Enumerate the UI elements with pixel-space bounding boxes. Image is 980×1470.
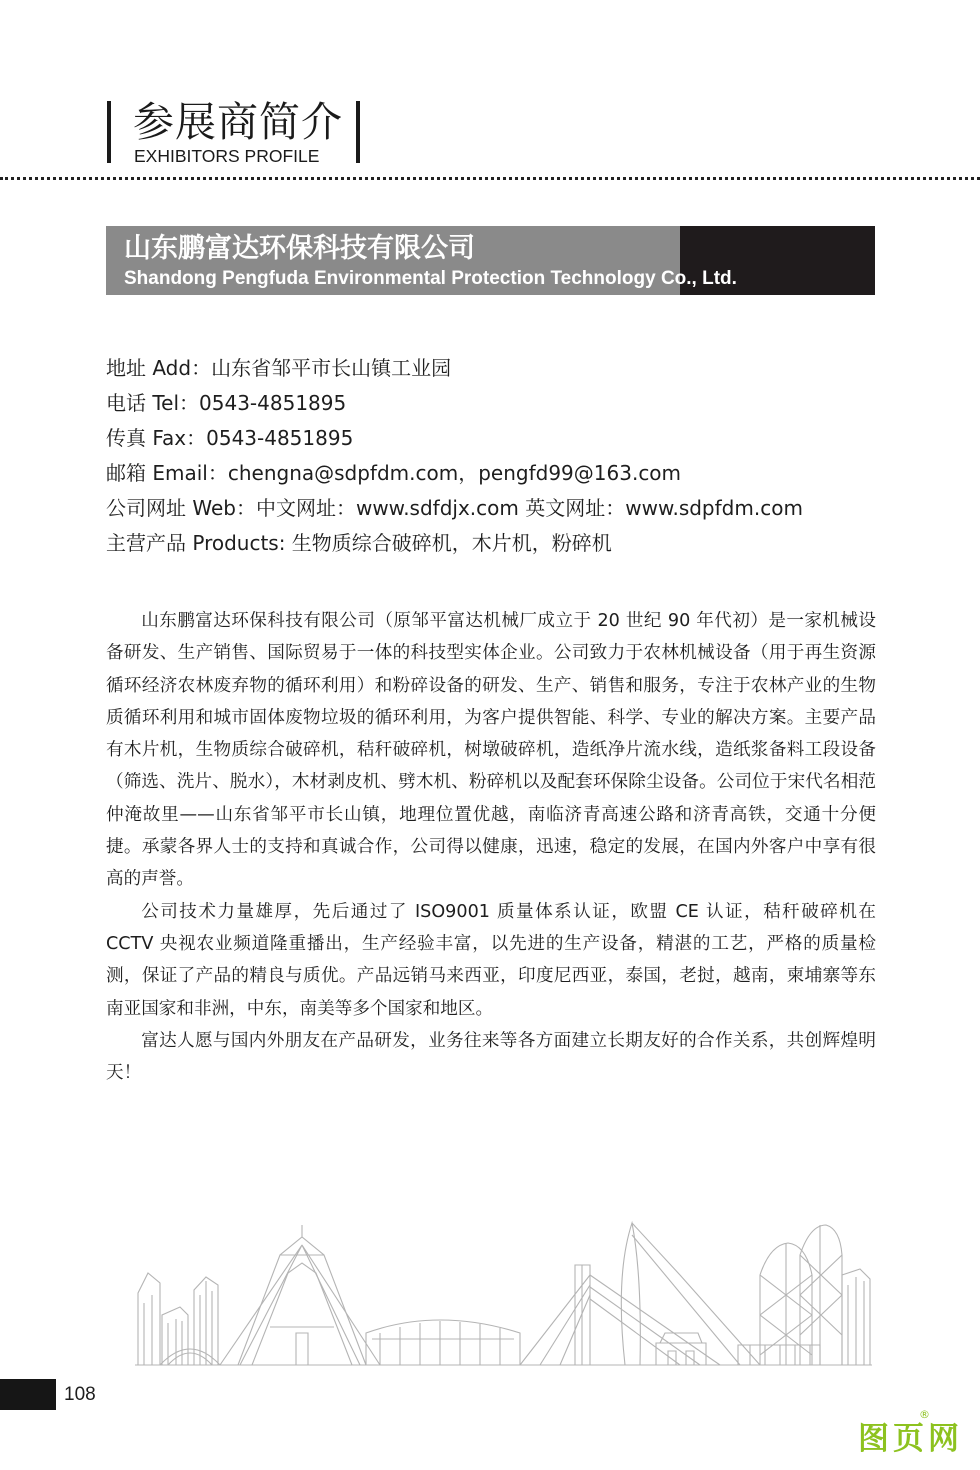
profile-paragraph-3: 富达人愿与国内外朋友在产品研发，业务往来等各方面建立长期友好的合作关系，共创辉煌明天！	[106, 1030, 876, 1084]
contact-email: 邮箱 Email：chengna@sdpfdm.com，pengfd99@163.com	[106, 461, 682, 485]
dotted-divider	[0, 177, 980, 180]
contact-details	[106, 351, 886, 561]
company-profile-text	[106, 605, 876, 1089]
watermark-logo: 图页网	[858, 1421, 963, 1457]
contact-web: 公司网址 Web：中文网址：www.sdfdjx.com 英文网址：www.sdpfdm.com	[106, 496, 803, 520]
header-left-bar	[107, 101, 111, 163]
contact-fax: 传真 Fax：0543-4851895	[106, 426, 354, 450]
page-number-tab	[0, 1379, 56, 1410]
contact-address: 地址 Add：山东省邹平市长山镇工业园	[106, 356, 452, 380]
company-banner	[106, 226, 875, 295]
city-skyline-illustration	[120, 1215, 880, 1370]
header-right-bar	[356, 101, 360, 163]
company-name-cn: 山东鹏富达环保科技有限公司	[124, 233, 475, 264]
page-title: 参展商简介	[133, 98, 343, 146]
profile-paragraph-1: 山东鹏富达环保科技有限公司（原邹平富达机械厂成立于 20 世纪 90 年代初）是一家机械设备研发、生产销售、国际贸易于一体的科技型实体企业。公司致力于农林机械设备（用于再生资源循环经济农林废弃物的循环利用）和粉碎设备的研发、生产、销售和服务，专注于农林产业的生物质循环利用和城市固体废物垃圾的循环利用，为客户提供智能、科学、专业的解决方案。主要产品有木片机，生物质综合破碎机，秸秆破碎机，树墩破碎机，造纸净片流水线，造纸浆备料工段设备（筛选、洗片、脱水），木材剥皮机、劈木机、粉碎机以及配套环保除尘设备。公司位于宋代名相范仲淹故里——山东省邹平市长山镇，地理位置优越，南临济青高速公路和济青高铁，交通十分便捷。承蒙各界人士的支持和真诚合作，公司得以健康，迅速，稳定的发展，在国内外客户中享有很高的声誉。	[106, 611, 876, 890]
registered-mark: ®	[919, 1408, 930, 1421]
profile-paragraph-2: 公司技术力量雄厚，先后通过了 ISO9001 质量体系认证，欧盟 CE 认证，秸秆破碎机在 CCTV 央视农业频道隆重播出，生产经验丰富，以先进的生产设备，精湛的工艺，严格的质量检测，保证了产品的精良与质优。产品远销马来西亚，印度尼西亚，泰国，老挝，越南，柬埔寨等东南亚国家和非洲，中东，南美等多个国家和地区。	[106, 901, 876, 1019]
page-subtitle: EXHIBITORS PROFILE	[134, 146, 320, 166]
contact-tel: 电话 Tel：0543-4851895	[106, 391, 347, 415]
company-name-en: Shandong Pengfuda Environmental Protection Technology Co., Ltd.	[124, 268, 737, 289]
page-number: 108	[64, 1384, 96, 1405]
contact-products: 主营产品 Products: 生物质综合破碎机，木片机，粉碎机	[106, 531, 612, 555]
